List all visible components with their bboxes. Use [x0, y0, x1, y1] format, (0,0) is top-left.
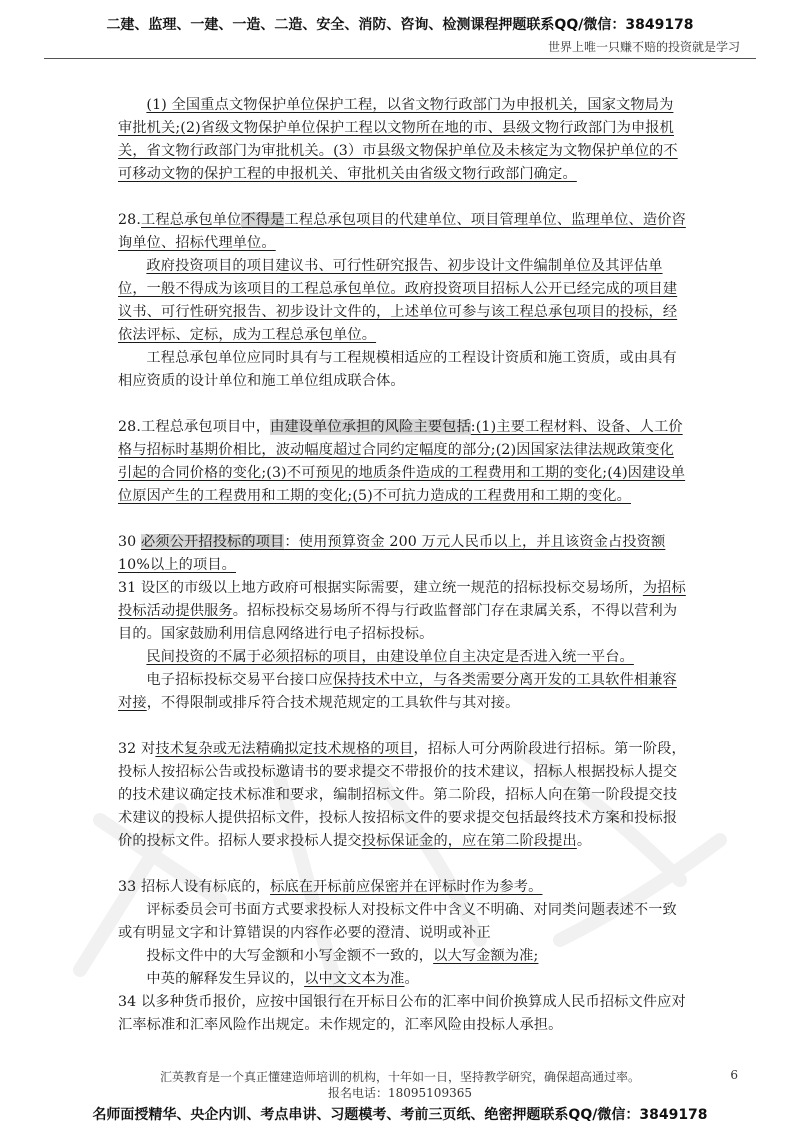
paragraph-33-language — [118, 968, 686, 991]
highlight-span: 必须公开招投标的项目 — [141, 534, 285, 550]
item-32-two-stage — [118, 738, 686, 853]
text-span: 中英的解释发生异议的， — [146, 971, 305, 987]
text-span: 33 招标人设有标底的， — [118, 879, 271, 895]
footer-banner: 名师面授精华、央企内训、考点串讲、习题模考、考前三页纸、绝密押题联系QQ/微信：3849178 — [92, 1107, 708, 1123]
paragraph-31-private — [118, 646, 686, 669]
item-30-public-bidding — [118, 531, 686, 577]
header-motto: 世界上唯一只赚不赔的投资就是学习 — [547, 40, 740, 54]
document-body — [118, 94, 686, 1037]
item-34-currency: 34 以多种货币报价，应按中国银行在开标日公布的汇率中间价换算成人民币招标文件应对汇率标准和汇率风险作出规定。未作规定的，汇率风险由投标人承担。 — [118, 994, 686, 1033]
text-span: 28.工程总承包项目中， — [118, 419, 271, 435]
item-28a-heading — [118, 209, 686, 255]
text-span: 32 对 — [118, 741, 156, 757]
item-28b-risks — [118, 416, 686, 508]
text-span: 以大写金额为准; — [433, 948, 539, 964]
text-span: 。 — [576, 833, 592, 849]
text-span: 投标文件中的大写金额和小写金额不一致的， — [146, 948, 434, 964]
footer-slogan: 汇英教育是一个真正懂建造师培训的机构，十年如一日，坚持教学研究，确保超高通过率。 — [159, 1070, 640, 1084]
text-span: 工程总承包项目的代建单位、项目管理单位、监理单位、造价咨询单位、招标代理单位。 — [118, 212, 686, 251]
highlight-span: 由建设单位承担的风险主要包括 — [270, 419, 471, 435]
text-span: 以中文文本为准 — [304, 971, 405, 987]
text-span: 政府投资项目的项目建议书、可行性研究报告、初步设计文件编制单位及其评估单位，一般不得成为该项目的工程总承包单位。政府投资项目招标人公开已经完成的项目建议书、可行性研究报告、初步设计文件的，上述单位可参与该工程总承包项目的投标，经依法评标、定标，成为工程总承包单位。 — [118, 258, 678, 343]
text-span: :(1)主要工程材料、设备、人工价格与招标时基期价相比，波动幅度超过合同约定幅度的部分;(2)因国家法律法规政策变化引起的合同价格的变化;(3)不可预见的地质条件造成的工程费用和工期的变化;(4)因建设单位原因产生的工程费用和工期的变化;(5)不可抗力造成的工程费用和工期的变化。 — [118, 419, 686, 504]
text-span: 为招标投标活动提供服务 — [118, 580, 686, 619]
item-33-base-price — [118, 876, 686, 899]
text-span: ，招标人可分两阶段进行招标。第一阶段，投标人按招标公告或投标邀请书的要求提交不带报价的技术建议，招标人根据投标人提交的技术建议确定技术标准和要求，编制招标文件。第二阶段，招标人向在第一阶段提交技术建议的投标人提供招标文件，投标人按招标文件的要求提交包括最终技术方案和投标报价的投标文件。招标人要求投标人提交 — [118, 741, 686, 849]
paragraph-28a-qualification: 工程总承包单位应同时具有与工程规模相适应的工程设计资质和施工资质，或由具有相应资质的设计单位和施工单位组成联合体。 — [118, 350, 677, 389]
page-number: 6 — [730, 1068, 738, 1082]
text-span: 电子招标投标交易平台接口应 — [146, 672, 333, 688]
text-span: 30 — [118, 534, 142, 550]
text-span: 标底在开标前应保密并在评标时作为参考。 — [270, 879, 543, 895]
highlight-span: 不得是 — [241, 212, 285, 228]
text-span: 民间投资的不属于必须招标的项目，由建设单位自主决定是否进入统一平台。 — [146, 649, 634, 665]
text-cultural-relics: (1) 全国重点文物保护单位保护工程，以省文物行政部门为申报机关，国家文物局为审批机关;(2)省级文物保护单位保护工程以文物所在地的市、县级文物行政部门为申报机关，省文物行政部门为审批机关。(3）市县级文物保护单位及未核定为文物保护单位的不可移动文物的保护工程的申报机关、审批机关由省级文物行政部门确定。 — [118, 97, 678, 182]
header-banner: 二建、监理、一建、一造、二造、安全、消防、咨询、检测课程押题联系QQ/微信：3849178 — [106, 17, 694, 33]
text-span: ，不得限制或排斥符合技术规范规定的工具软件与其对接。 — [146, 695, 520, 711]
footer-phone: 报名电话：18095109365 — [328, 1086, 472, 1100]
paragraph-31-platform — [118, 669, 686, 715]
text-span: 保持技术中立，与各类需要分离开发的工具软件相兼容对接 — [118, 672, 677, 711]
text-span: 。招标投标交易场所不得与行政监督部门存在隶属关系，不得以营利为目的。国家鼓励利用信息网络进行电子招标投标。 — [118, 603, 678, 642]
text-span: 。 — [404, 971, 419, 987]
text-span: 31 设区的市级以上地方政府可根据实际需要，建立统一规范的招标投标交易场所， — [118, 580, 643, 596]
paragraph-33-clarification: 评标委员会可书面方式要求投标人对投标文件中含义不明确、对同类问题表述不一致或有明显文字和计算错误的内容作必要的澄清、说明或补正 — [118, 902, 677, 941]
text-span: 工程总承包单位 — [141, 212, 242, 228]
paragraph-cultural-relics — [118, 94, 686, 186]
paragraph-28a-investment — [118, 255, 686, 347]
text-span: 投标保证金的，应在第二阶段提出 — [361, 833, 577, 849]
paragraph-33-amount — [118, 945, 686, 968]
text-span: 技术复杂或无法精确拟定技术规格的项目 — [155, 741, 414, 757]
item-31-trading-venue — [118, 577, 686, 646]
item-number: 28. — [118, 212, 142, 228]
text-span: ：使用预算资金 200 万元人民币以上，并且该资金占投资额 10%以上的项目。 — [118, 534, 666, 573]
header-divider — [44, 58, 756, 59]
